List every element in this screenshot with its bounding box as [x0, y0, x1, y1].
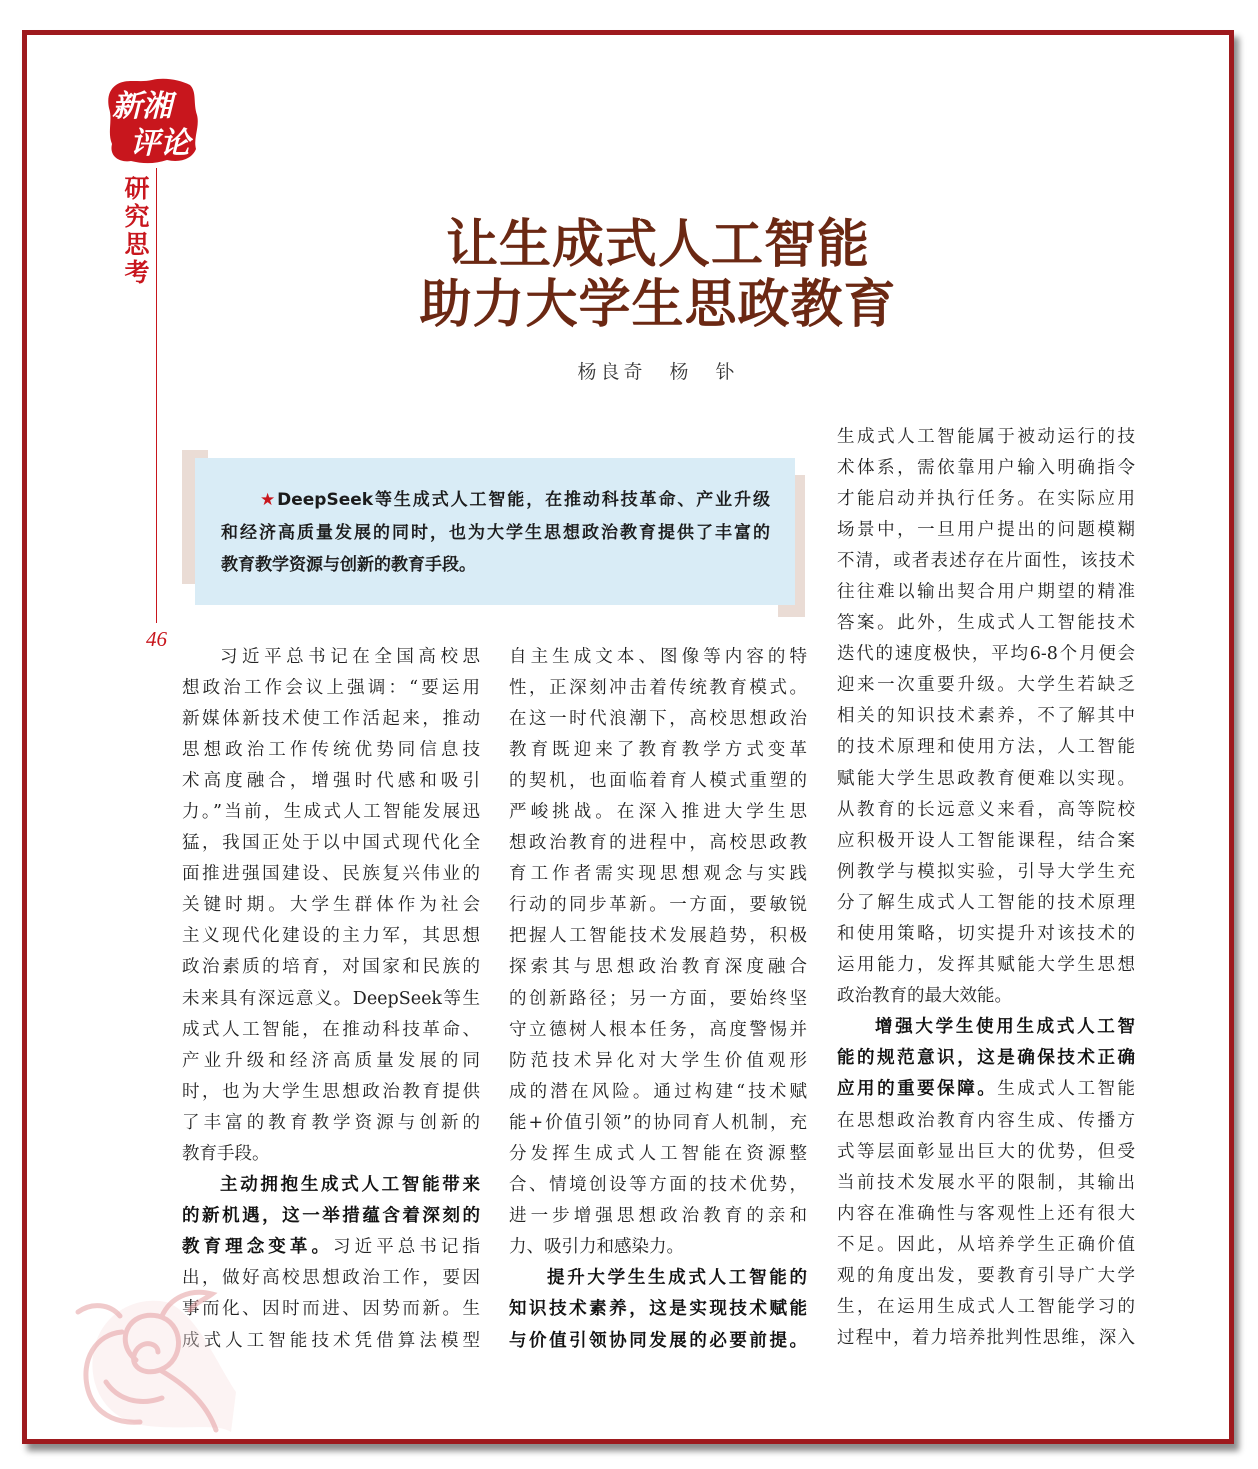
body-text: 想政治工作会议上强调：“要运用	[182, 677, 480, 698]
body-text: 想政治教育的进程中，高校思政教	[509, 833, 807, 854]
body-text: 出，做好高校思想政治工作，要因	[182, 1268, 480, 1289]
bold-lead-text: 提升大学生生成式人工智能的	[547, 1268, 807, 1289]
body-text: 不清，或者表述存在片面性，该技术	[837, 550, 1135, 571]
article-title-line1: 让生成式人工智能	[445, 214, 870, 275]
logo-text-line1: 新湘	[112, 89, 172, 124]
magazine-logo-seal	[104, 76, 200, 166]
body-text: 严峻挑战。在深入推进大学生思	[509, 801, 807, 822]
body-text: 进一步增强思想政治教育的亲和	[509, 1206, 807, 1227]
body-text: 运用能力，发挥其赋能大学生思想	[837, 955, 1135, 976]
body-text: 习近平总书记在全国高校思	[220, 646, 480, 667]
text-line	[182, 766, 480, 797]
text-line	[509, 1046, 807, 1077]
body-text: 行动的同步革新。一方面，要敏锐	[509, 895, 807, 916]
body-column-1	[182, 642, 480, 1357]
body-text: 赋能大学生思政教育便难以实现。	[837, 768, 1135, 789]
text-line	[182, 1139, 480, 1170]
body-text: 不足。因此，从培养学生正确价值	[837, 1234, 1135, 1255]
body-text: 力。”当前，生成式人工智能发展迅	[182, 801, 480, 822]
abstract-line-text: 和经济高质量发展的同时，也为大学生思想政治教育提供了丰富的	[221, 522, 770, 543]
bold-lead-text: 应用的重要保障。	[837, 1079, 998, 1100]
body-text: 场景中，一旦用户提出的问题模糊	[837, 519, 1135, 540]
body-text: 猛，我国正处于以中国式现代化全	[182, 833, 480, 854]
body-text: 力、吸引力和感染力。	[509, 1237, 684, 1258]
text-line	[182, 1170, 480, 1201]
text-line	[837, 1043, 1135, 1074]
text-line	[837, 1199, 1135, 1230]
text-line	[509, 890, 807, 921]
body-text: 答案。此外，生成式人工智能技术	[837, 613, 1135, 634]
bold-lead-text: 与价值引领协同发展的必要前提。	[509, 1330, 807, 1351]
text-line	[509, 1232, 807, 1263]
text-line	[837, 670, 1135, 701]
text-line	[182, 1077, 480, 1108]
body-text: 成的潜在风险。通过构建“技术赋	[509, 1081, 807, 1102]
body-text: 性，正深刻冲击着传统教育模式。	[509, 677, 807, 698]
text-line	[837, 1168, 1135, 1199]
text-line	[837, 919, 1135, 950]
text-line	[837, 1012, 1135, 1043]
text-line	[837, 1323, 1135, 1354]
body-text: 的创新路径；另一方面，要始终坚	[509, 988, 807, 1009]
text-line	[837, 857, 1135, 888]
bold-lead-text: 能的规范意识，这是确保技术正确	[837, 1048, 1135, 1069]
body-text: 产业升级和经济高质量发展的同	[182, 1050, 480, 1071]
body-text: 术体系，需依靠用户输入明确指令	[837, 457, 1135, 478]
abstract-line-text: 教育教学资源与创新的教育手段。	[221, 555, 476, 575]
body-text: 守立德树人根本任务，高度警惕并	[509, 1019, 807, 1040]
body-text: 成式人工智能，在推动科技革命、	[182, 1019, 480, 1040]
body-text: 成式人工智能技术凭借算法模型	[182, 1330, 480, 1351]
article-title-line2: 助力大学生思政教育	[419, 274, 897, 335]
text-line	[509, 921, 807, 952]
body-text: 把握人工智能技术发展趋势，积极	[509, 926, 807, 947]
text-line	[509, 952, 807, 983]
text-line	[509, 1201, 807, 1232]
text-line	[182, 1232, 480, 1263]
body-text: 时，也为大学生思想政治教育提供	[182, 1081, 480, 1102]
body-text: 探索其与思想政治教育深度融合	[509, 957, 807, 978]
body-text: 育工作者需实现思想观念与实践	[509, 864, 807, 885]
abstract-text	[221, 484, 770, 582]
text-line	[509, 828, 807, 859]
section-label: 研究思考	[121, 175, 150, 287]
text-line	[509, 1294, 807, 1325]
logo-text-line2: 评论	[130, 126, 190, 161]
body-text: 了丰富的教育教学资源与创新的	[182, 1112, 480, 1133]
text-line	[837, 1137, 1135, 1168]
body-text: 应积极开设人工智能课程，结合案	[837, 830, 1135, 851]
text-line	[837, 639, 1135, 670]
text-line	[837, 888, 1135, 919]
text-line	[837, 515, 1135, 546]
text-line	[837, 764, 1135, 795]
text-line	[182, 673, 480, 704]
body-text: 关键时期。大学生群体作为社会	[182, 895, 480, 916]
text-line	[837, 453, 1135, 484]
body-text: 未来具有深远意义。DeepSeek等生	[182, 988, 480, 1009]
body-text: 在思想政治教育内容生成、传播方	[837, 1110, 1135, 1131]
body-text: 才能启动并执行任务。在实际应用	[837, 488, 1135, 509]
text-line	[182, 1015, 480, 1046]
text-line	[837, 1292, 1135, 1323]
text-line	[182, 828, 480, 859]
body-text: 和使用策略，切实提升对该技术的	[837, 924, 1135, 944]
text-line	[182, 890, 480, 921]
body-text: 式等层面彰显出巨大的优势，但受	[837, 1141, 1135, 1162]
abstract-line	[221, 484, 770, 517]
body-text: 自主生成文本、图像等内容的特	[509, 646, 807, 667]
text-line	[837, 608, 1135, 639]
text-line	[182, 797, 480, 828]
decorative-phoenix-motif	[66, 1272, 241, 1437]
body-column-3	[837, 422, 1135, 1355]
text-line	[182, 1201, 480, 1232]
text-line	[509, 1170, 807, 1201]
star-icon: ★	[260, 490, 278, 510]
abstract-box	[195, 458, 795, 605]
text-line	[182, 1108, 480, 1139]
text-line	[837, 795, 1135, 826]
text-line	[509, 1326, 807, 1357]
body-text: 面推进强国建设、民族复兴伟业的	[182, 864, 480, 885]
body-text: 观的角度出发，要教育引导广大学	[837, 1266, 1135, 1287]
body-text: 分了解生成式人工智能的技术原理	[837, 892, 1135, 913]
bold-lead-text: 教育理念变革。	[182, 1237, 334, 1258]
text-line	[509, 1263, 807, 1294]
abstract-line	[221, 517, 770, 550]
bold-lead-text: 的新机遇，这一举措蕴含着深刻的	[182, 1206, 480, 1227]
text-line	[509, 797, 807, 828]
body-text: 防范技术异化对大学生价值观形	[509, 1050, 807, 1071]
text-line	[509, 766, 807, 797]
body-text: 分发挥生成式人工智能在资源整	[509, 1144, 807, 1164]
body-text: 过程中，着力培养批判性思维，深入	[837, 1328, 1135, 1349]
page-number: 46	[146, 627, 167, 651]
text-line	[837, 577, 1135, 608]
body-text: 在这一时代浪潮下，高校思想政治	[509, 708, 807, 729]
text-line	[509, 1077, 807, 1108]
abstract-line-text: DeepSeek等生成式人工智能，在推动科技革命、产业升级	[277, 490, 770, 510]
text-line	[837, 701, 1135, 732]
text-line	[837, 1261, 1135, 1292]
text-line	[509, 1139, 807, 1170]
text-line	[509, 735, 807, 766]
body-text: 的技术原理和使用方法，人工智能	[837, 737, 1135, 758]
text-line	[837, 484, 1135, 515]
body-text: 政治素质的培育，对国家和民族的	[182, 957, 480, 978]
text-line	[182, 642, 480, 673]
body-text: 术高度融合，增强时代感和吸引	[182, 770, 480, 791]
body-text: 政治教育的最大效能。	[837, 986, 1012, 1007]
body-text: 生，在运用生成式人工智能学习的	[837, 1297, 1135, 1318]
text-line	[837, 950, 1135, 981]
body-text: 教育既迎来了教育教学方式变革	[509, 739, 807, 760]
body-text: 从教育的长远意义来看，高等院校	[837, 799, 1135, 820]
body-column-2	[509, 642, 807, 1357]
body-text: 迭代的速度极快，平均6-8个月便会	[837, 644, 1135, 665]
text-line	[182, 1046, 480, 1077]
text-line	[837, 1230, 1135, 1261]
text-line	[509, 642, 807, 673]
text-line	[509, 984, 807, 1015]
body-text: 合、情境创设等方面的技术优势，	[509, 1175, 807, 1196]
abstract-line	[221, 549, 770, 582]
vertical-rule	[156, 168, 157, 623]
bold-lead-text: 增强大学生使用生成式人工智	[875, 1017, 1135, 1038]
body-text: 相关的知识技术素养，不了解其中	[837, 706, 1135, 727]
text-line	[509, 673, 807, 704]
body-text: 新媒体新技术使工作活起来，推动	[182, 708, 480, 729]
body-text: 往往难以输出契合用户期望的精准	[837, 581, 1135, 602]
text-line	[837, 826, 1135, 857]
body-text: 迎来一次重要升级。大学生若缺乏	[837, 675, 1135, 696]
text-line	[837, 981, 1135, 1012]
text-line	[509, 1015, 807, 1046]
body-text: 例教学与模拟实验，引导大学生充	[837, 861, 1135, 882]
body-text: 当前技术发展水平的限制，其输出	[837, 1172, 1135, 1193]
text-line	[837, 732, 1135, 763]
body-text: 习近平总书记指	[333, 1237, 480, 1258]
text-line	[182, 921, 480, 952]
text-line	[837, 1074, 1135, 1105]
text-line	[182, 704, 480, 735]
article-authors: 杨良奇 杨 钋	[577, 361, 739, 383]
text-line	[837, 546, 1135, 577]
text-line	[182, 859, 480, 890]
text-line	[509, 1108, 807, 1139]
text-line	[509, 859, 807, 890]
body-text: 能+价值引领”的协同育人机制，充	[509, 1112, 807, 1133]
body-text: 事而化、因时而进、因势而新。生	[182, 1299, 480, 1320]
text-line	[182, 984, 480, 1015]
body-text: 思想政治工作传统优势同信息技	[182, 739, 480, 760]
bold-lead-text: 主动拥抱生成式人工智能带来	[220, 1175, 480, 1196]
text-line	[837, 1106, 1135, 1137]
text-line	[182, 952, 480, 983]
text-line	[509, 704, 807, 735]
body-text: 的契机，也面临着育人模式重塑的	[509, 770, 807, 791]
body-text: 教育手段。	[182, 1144, 270, 1164]
body-text: 主义现代化建设的主力军，其思想	[182, 926, 480, 947]
body-text: 内容在准确性与客观性上还有很大	[837, 1203, 1135, 1224]
text-line	[182, 735, 480, 766]
body-text: 生成式人工智能属于被动运行的技	[837, 426, 1135, 447]
bold-lead-text: 知识技术素养，这是实现技术赋能	[509, 1299, 807, 1320]
text-line	[837, 422, 1135, 453]
body-text: 生成式人工智能	[997, 1079, 1135, 1100]
